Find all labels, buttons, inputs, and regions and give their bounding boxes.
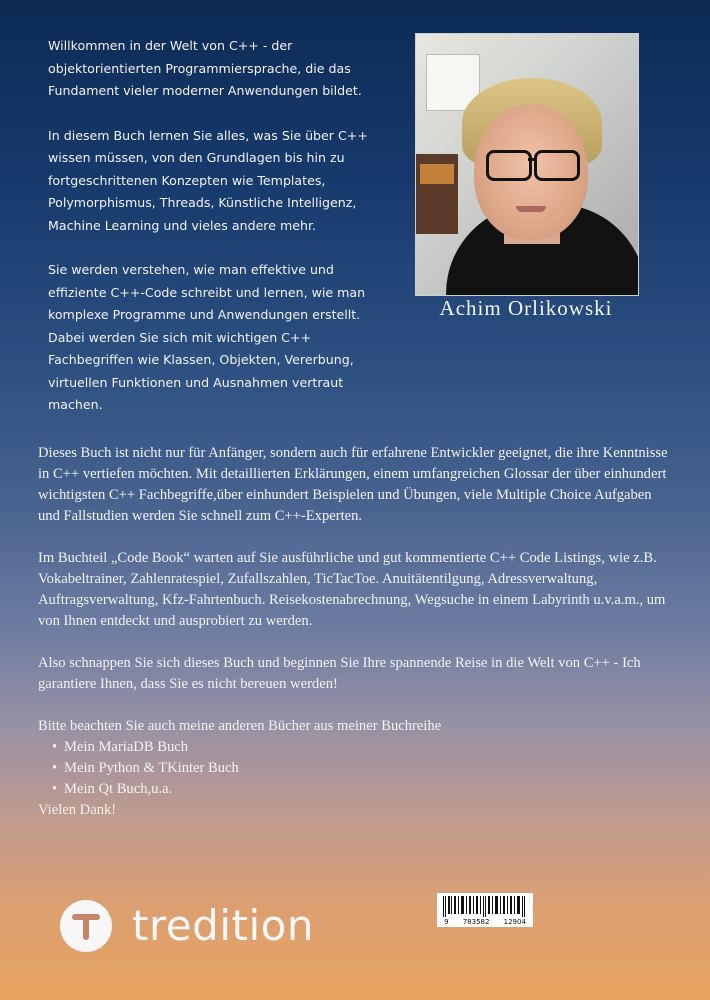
body-paragraph-3: Also schnappen Sie sich dieses Buch und beginnen Sie Ihre spannende Reise in die Welt von C++ - Ich garantiere Ihnen, dass Sie es nicht bereuen werden! <box>38 655 641 692</box>
barcode-bars <box>437 893 533 917</box>
list-item: • Mein Python & TKinter Buch <box>52 758 674 779</box>
list-item: • Mein MariaDB Buch <box>52 737 674 758</box>
glasses-bridge <box>528 158 536 161</box>
barcode-digits <box>437 917 533 927</box>
description-text <box>38 443 674 821</box>
body-paragraph-1: Dieses Buch ist nicht nur für Anfänger, sondern auch für erfahrene Entwickler geeignet, die ihre Kenntnisse in C++ vertiefen möchten. Mit detaillierten Erklärungen, einem umfangreichen Glossar der über einhundert wichtigsten C++ Fachbegriffe,über einhundert Beispielen und Übungen, viele Multiple Choice Aufgaben und Fallstudien werden Sie schnell zum C++-Experten. <box>38 445 668 524</box>
book-series-intro: Bitte beachten Sie auch meine anderen Bücher aus meiner Buchreihe <box>38 718 442 734</box>
author-mouth <box>516 206 546 212</box>
publisher-logo <box>60 898 314 954</box>
body-paragraph-2: Im Buchteil „Code Book“ warten auf Sie ausführliche und gut kommentierte C++ Code Listings, wie z.B. Vokabeltrainer, Zahlenratespiel, Zufallszahlen, TicTacToe. Anuitätentilgung, Adressverwaltung, Auftragsverwaltung, Kfz-Fahrtenbuch. Reisekostenabrechnung, Wegsuche in einem Labyrinth u.v.a.m., um von Ihnen entdeckt und ausprobiert zu werden. <box>38 550 666 629</box>
publisher-name: tredition <box>132 901 314 950</box>
barcode-digit-group: 9 <box>444 918 449 926</box>
intro-paragraph-1: Willkommen in der Welt von C++ - der objektorientierten Programmiersprache, die das Fundament vieler moderner Anwendungen bildet. <box>48 38 362 98</box>
list-item: • Mein Qt Buch,u.a. <box>52 779 674 800</box>
author-photo <box>415 33 639 296</box>
barcode-digit-group: 783582 <box>462 918 490 926</box>
thanks-text: Vielen Dank! <box>38 802 117 818</box>
book-series-list <box>38 737 674 800</box>
glasses-left-lens <box>486 150 532 181</box>
intro-text <box>48 35 393 439</box>
intro-paragraph-3: Sie werden verstehen, wie man effektive und effiziente C++-Code schreibt und lernen, wie man komplexe Programme und Anwendungen erstellt. Dabei werden Sie sich mit wichtigen C++ Fachbegriffen wie Klassen, Objekten, Vererbung, virtuellen Funktionen und Ausnahmen vertraut machen. <box>48 262 366 412</box>
tredition-logo-icon <box>60 900 112 952</box>
author-name: Achim Orlikowski <box>439 296 613 320</box>
bookshelf-books <box>420 164 454 184</box>
isbn-barcode <box>437 893 533 927</box>
barcode-digit-group: 12904 <box>503 918 526 926</box>
intro-paragraph-2: In diesem Buch lernen Sie alles, was Sie über C++ wissen müssen, von den Grundlagen bis hin zu fortgeschrittenen Konzepten wie Templates, Polymorphismus, Threads, Künstliche Intelligenz, Machine Learning und vieles andere mehr. <box>48 127 368 233</box>
glasses-right-lens <box>534 150 580 181</box>
